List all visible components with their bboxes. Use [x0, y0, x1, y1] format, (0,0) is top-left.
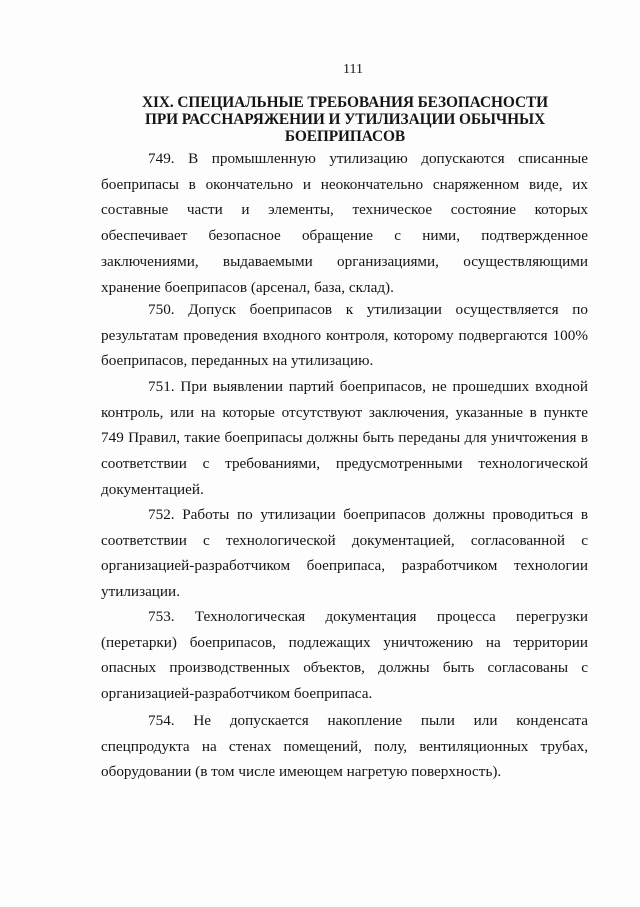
paragraph-753: 753. Технологическая документация процесса перегрузки (перетарки) боеприпасов, подлежащих уничтожению на территории опасных производственных объектов, должны быть согласованы с организацией-разработчиком боеприпаса.	[101, 608, 588, 703]
paragraph-754: 754. Не допускается накопление пыли или конденсата спецпродукта на стенах помещений, полу, вентиляционных трубах, оборудовании (в том числе имеющем нагретую поверхность).	[101, 712, 588, 781]
paragraph-750: 750. Допуск боеприпасов к утилизации осуществляется по результатам проведения входного контроля, которому подвергаются 100% боеприпасов, переданных на утилизацию.	[101, 301, 588, 370]
page-number: 111	[343, 62, 363, 77]
paragraph-751: 751. При выявлении партий боеприпасов, не прошедших входной контроль, или на которые отсутствуют заключения, указанные в пункте 749 Правил, такие боеприпасы должны быть переданы для уничтожения в соответствии с требованиями, предусмотренными технологической документацией.	[101, 378, 588, 498]
section-heading	[100, 94, 590, 145]
paragraph-749: 749. В промышленную утилизацию допускаются списанные боеприпасы в окончательно и неокончательно снаряженном виде, их составные части и элементы, техническое состояние которых обеспечивает безопасное обращение с ними, подтвержденное заключениями, выдаваемыми организациями, осуществляющими хранение боеприпасов (арсенал, база, склад).	[101, 150, 588, 296]
paragraph-752: 752. Работы по утилизации боеприпасов должны проводиться в соответствии с технологической документацией, согласованной с организацией-разработчиком боеприпаса, разработчиком технологии утилизации.	[101, 506, 588, 601]
section-heading-line-3: БОЕПРИПАСОВ	[284, 128, 406, 145]
section-heading-line-2: ПРИ РАССНАРЯЖЕНИИ И УТИЛИЗАЦИИ ОБЫЧНЫХ	[144, 111, 546, 128]
section-heading-line-1: XIX. СПЕЦИАЛЬНЫЕ ТРЕБОВАНИЯ БЕЗОПАСНОСТИ	[141, 94, 549, 111]
